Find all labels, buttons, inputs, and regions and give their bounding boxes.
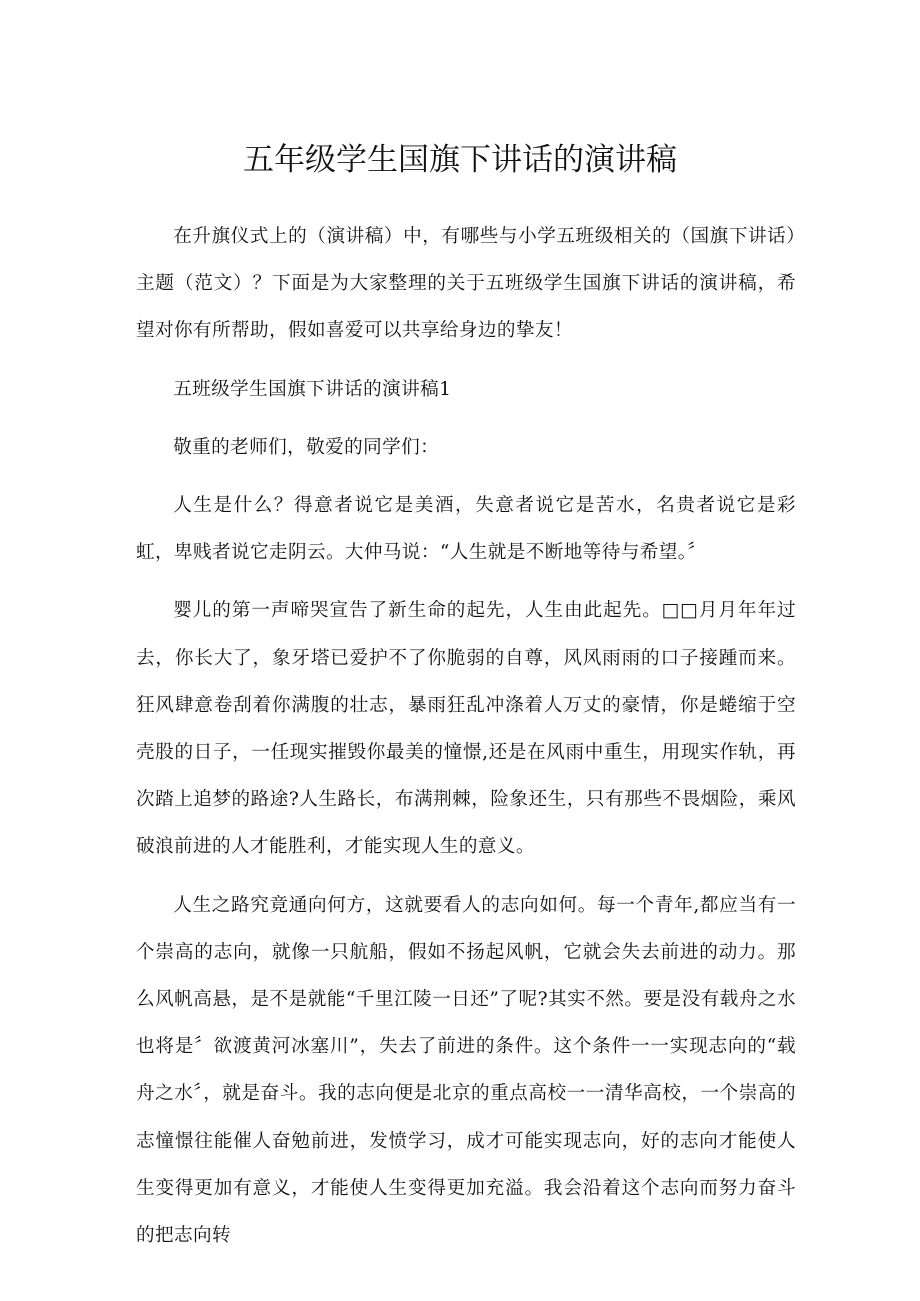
section-heading: 五班级学生国旗下讲话的演讲稿1	[173, 378, 452, 400]
paragraph-salutation: 敬重的老师们，敬爱的同学们：	[173, 436, 440, 458]
document-title: 五年级学生国旗下讲话的演讲稿	[243, 142, 677, 178]
paragraph-intro: 在升旗仪式上的（演讲稿）中，有哪些与小学五班级相关的（国旗下讲话）主题（范文）？下面是为大家整理的关于五班级学生国旗下讲话的演讲稿，希望对你有所帮助，假如喜爱可以共享给身边的挚友！	[136, 226, 796, 342]
paragraph-aspiration: 人生之路究竟通向何方，这就要看人的志向如何。每一个青年,都应当有一个崇高的志向，就像一只航船，假如不扬起风帆，它就会失去前进的动力。那么风帆高悬，是不是就能“千里江陵一日还”了呢?其实不然。要是没有载舟之水也将是〞欲渡黄河冰塞川”，失去了前进的条件。这个条件一一实现志向的“载舟之水〞，就是奋斗。我的志向便是北京的重点高校一一清华高校，一个崇高的志憧憬往能催人奋勉前进，发愤学习，成才可能实现志向，好的志向才能使人生变得更加有意义，才能使人生变得更加充溢。我会沿着这个志向而努力奋斗的把志向转	[136, 894, 796, 1247]
paragraph-life-question: 人生是什么？得意者说它是美酒，失意者说它是苦水，名贵者说它是彩虹，卑贱者说它走阴云。大仲马说：“人生就是不断地等待与希望。〞	[136, 495, 796, 564]
paragraph-life-journey: 婴儿的第一声啼哭宣告了新生命的起先，人生由此起先。□□月月年年过去，你长大了，象牙塔已爱护不了你脆弱的自尊，风风雨雨的口子接踵而来。狂风肆意卷刮着你满腹的壮志，暴雨狂乱冲涤着人万丈的豪情，你是蜷缩于空壳股的日子，一任现实摧毁你最美的憧憬,还是在风雨中重生，用现实作轨，再次踏上追梦的路途?人生路长，布满荆棘，险象还生，只有那些不畏烟险，乘风破浪前进的人才能胜利，才能实现人生的意义。	[136, 600, 796, 858]
document-body	[136, 213, 796, 1270]
